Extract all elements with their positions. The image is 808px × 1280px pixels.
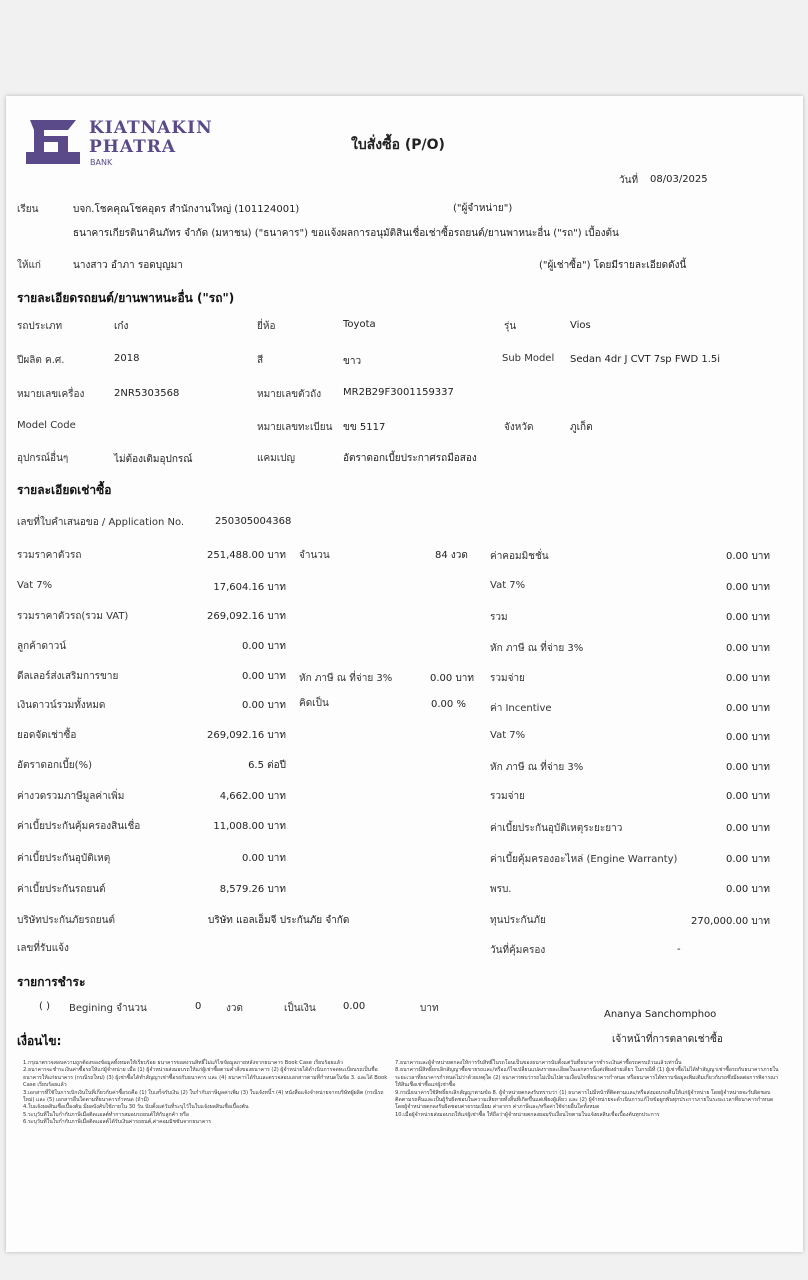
to-value: บจก.โชคคุณโชคอุดร สำนักงานใหญ่ (101124001) <box>73 204 300 215</box>
for-label: ให้แก่ <box>17 260 41 271</box>
car-brand-label: ยี่ห้อ <box>257 321 276 332</box>
lease-row-value: 8,579.26 บาท <box>219 884 286 895</box>
car-section-title: รายละเอียดรถยนต์/ยานพาหนะอื่น ("รถ") <box>17 291 235 305</box>
conditions-right <box>395 1060 779 1119</box>
insurer-value: บริษัท แอลเอ็มจี ประกันภัย จำกัด <box>208 915 350 926</box>
lease-row-value: 269,092.16 บาท <box>207 730 286 741</box>
installment-unit: งวด <box>226 1003 243 1014</box>
document-title: ใบสั่งซื้อ (P/O) <box>351 137 445 153</box>
fee-row-value: 0.00 บาท <box>726 732 770 743</box>
lease-row-label: รวมราคาตัวรถ <box>17 550 82 561</box>
brand-line-1: KIATNAKIN <box>89 118 213 138</box>
plate-no-value: ขข 5117 <box>343 422 386 433</box>
fee-row-label: ค่าเบี้ยคุ้มครองอะไหล่ (Engine Warranty) <box>490 854 678 865</box>
province-value: ภูเก็ต <box>570 422 593 433</box>
condition-item: 10.เมื่อผู้จำหน่ายส่งมอบรถให้แก่ผู้เช่าซื้อ ให้ถือว่าผู้จำหน่ายตกลงยอมรับเงื่อนไขตามใบแจ้งผลสินเชื่อเบื้องต้นทุกประการ <box>395 1111 660 1118</box>
car-type-label: รถประเภท <box>17 321 63 332</box>
fee-row-value: 0.00 บาท <box>726 673 770 684</box>
condition-item: 5.ระบุวันที่ในใบกำกับภาษีเมื่อติดแอลต์ทำการสมอบรถยนต์ให้กับลูกค้า หรือ <box>23 1111 189 1118</box>
purchase-order-document <box>6 96 803 1252</box>
fee-row-value: 0.00 บาท <box>726 854 770 865</box>
fee-row-label: หัก ภาษี ณ ที่จ่าย 3% <box>490 643 584 654</box>
sum-insured-value: 270,000.00 บาท <box>691 916 770 927</box>
engine-no-label: หมายเลขเครื่อง <box>17 389 85 400</box>
fee-row-label: ค่า Incentive <box>490 703 552 714</box>
dealer-wht-label: หัก ภาษี ณ ที่จ่าย 3% <box>299 673 393 684</box>
payment-checkbox: ( ) <box>39 1001 50 1012</box>
payment-section-title: รายการชำระ <box>17 975 86 989</box>
campaign-label: แคมเปญ <box>257 453 296 464</box>
model-code-label: Model Code <box>17 420 76 431</box>
chassis-no-value: MR2B29F3001159337 <box>343 387 454 398</box>
accessory-label: อุปกรณ์อื่นๆ <box>17 453 69 464</box>
kiatnakin-logo-icon <box>24 116 82 168</box>
amount-value: 0.00 <box>343 1001 366 1012</box>
lease-row-value: 0.00 บาท <box>242 641 286 652</box>
begin-label: Begining จำนวน <box>69 1003 147 1014</box>
conditions-left <box>23 1060 389 1127</box>
term-label: จำนวน <box>299 550 330 561</box>
condition-item: 1.กรุณาตรวจสอบความถูกต้องของข้อมูลทั้งหมดให้เรียบร้อย ธนาคารขอสงวนสิทธิ์ไม่แก้ไขข้อมูลภายหลังจากธนาคาร Book Case เรียบร้อยแล้ว <box>23 1060 343 1066</box>
coverage-date-value: - <box>677 944 681 955</box>
down-percent-label: คิดเป็น <box>299 698 329 709</box>
fee-row-value: 0.00 บาท <box>726 612 770 623</box>
to-label: เรียน <box>17 204 39 215</box>
fee-row-value: 0.00 บาท <box>726 582 770 593</box>
lease-row-label: ค่าเบี้ยประกันอุบัติเหตุ <box>17 853 111 864</box>
fee-row-label: รวมจ่าย <box>490 791 525 802</box>
accessory-value: ไม่ต้องเติมอุปกรณ์ <box>114 454 193 465</box>
for-value: นางสาว อำภา รอดบุญมา <box>73 260 183 271</box>
lease-row-label: ลูกค้าดาวน์ <box>17 641 67 652</box>
date-value: 08/03/2025 <box>650 174 708 185</box>
fee-row-value: 0.00 บาท <box>726 884 770 895</box>
car-color-value: ขาว <box>343 356 362 367</box>
lease-row-label: ค่าเบี้ยประกันคุ้มครองสินเชื่อ <box>17 821 141 832</box>
lease-row-value: 6.5 ต่อปี <box>248 760 286 771</box>
lease-row-value: 17,604.16 บาท <box>213 582 286 593</box>
engine-no-value: 2NR5303568 <box>114 388 180 399</box>
lease-row-value: 11,008.00 บาท <box>213 821 286 832</box>
fee-row-value: 0.00 บาท <box>726 791 770 802</box>
condition-item: 2.ธนาคารจะชำระเงินค่าซื้อรถให้แก่ผู้จำหน่าย เมื่อ (1) ผู้จำหน่ายส่งมอบรถให้แก่ผู้เช่าซื้อตามคำสั่งของธนาคาร (2) ผู้จำหน่ายได้ดำเนินการจดทะเบียนรถเป็นชื่อธนาคารให้แก่ธนาคาร (กรณีรถใหม่) (3) ผู้เช่าซื้อได้ทำสัญญาเช่าซื้อรถกับธนาคาร และ (4) ธนาคารได้รับและตรวจสอบเอกสารตามที่กำหนดในข้อ 3. และได้ Book Case เรียบร้อยแล้ว <box>23 1067 388 1089</box>
fee-row-label: ค่าเบี้ยประกันอุบัติเหตุระยะยาว <box>490 823 623 834</box>
lease-row-label: ยอดจัดเช่าซื้อ <box>17 730 77 741</box>
lease-row-value: 251,488.00 บาท <box>207 550 286 561</box>
car-model-value: Vios <box>570 320 591 331</box>
plate-no-label: หมายเลขทะเบียน <box>257 422 333 433</box>
fee-row-value: 0.00 บาท <box>726 703 770 714</box>
brand-line-2: PHATRA <box>89 137 177 157</box>
lease-row-label: ดีลเลอร์ส่งเสริมการขาย <box>17 671 119 682</box>
car-year-value: 2018 <box>114 353 140 364</box>
fee-row-label: พรบ. <box>490 884 512 895</box>
fee-row-label: หัก ภาษี ณ ที่จ่าย 3% <box>490 762 584 773</box>
fee-row-label: ค่าคอมมิชชั่น <box>490 551 549 562</box>
condition-item: 4.ใบแจ้งผลสินเชื่อเบื้องต้น มีผลบังคับใช้ภายใน 30 วัน นับตั้งแต่วันที่ระบุไว้ในใบแจ้งผลสินเชื่อเบื้องต้น <box>23 1104 249 1111</box>
officer-title: เจ้าหน้าที่การตลาดเช่าซื้อ <box>612 1034 723 1045</box>
fee-row-value: 0.00 บาท <box>726 643 770 654</box>
amount-currency: บาท <box>420 1003 439 1014</box>
lease-row-label: Vat 7% <box>17 580 53 591</box>
approval-notice: ธนาคารเกียรตินาคินภัทร จำกัด (มหาชน) ("ธนาคาร") ขอแจ้งผลการอนุมัติสินเชื่อเช่าซื้อรถยนต์/ยานพาหนะอื่น ("รถ") เบื้องต้น <box>73 228 619 239</box>
car-color-label: สี <box>257 355 264 366</box>
dealer-wht-value: 0.00 บาท <box>430 673 474 684</box>
province-label: จังหวัด <box>504 422 534 433</box>
lease-row-label: รวมราคาตัวรถ(รวม VAT) <box>17 611 129 622</box>
car-submodel-label: Sub Model <box>502 353 555 364</box>
car-year-label: ปีผลิต ค.ศ. <box>17 355 65 366</box>
amount-label: เป็นเงิน <box>284 1003 316 1014</box>
fee-row-value: 0.00 บาท <box>726 762 770 773</box>
condition-item: 9.กรณีธนาคารใช้สิทธิ์ยกเลิกสัญญาตามข้อ 8. ผู้จำหน่ายตกลงรับทราบว่า (1) ธนาคารไม่มีหน้าที่ติดตามและ/หรือส่งมอบรถคืนให้แก่ผู้จำหน่าย โดยผู้จำหน่ายจะรับผิดชอบติดตามรถคืนและเป็นผู้รับผิดชอบในความเสียหายทั้งสิ้นที่เกิดขึ้นแต่เพียงผู้เดียว และ (2) ผู้จำหน่ายจะดำเนินการแก้ไขข้อผูกพันทุกประการภายในระยะเวลาที่ธนาคารกำหนด โดยผู้จำหน่ายตกลงรับผิดชอบค่าธรรมเนียม ค่าอากร ค่าภาษีและ/หรือค่าใช้จ่ายอื่นใดทั้งหมด <box>395 1089 774 1111</box>
fee-row-label: Vat 7% <box>490 730 526 741</box>
sum-insured-label: ทุนประกันภัย <box>490 915 546 926</box>
condition-item: 3.เอกสารที่ใช้ในการเบิกเงินในที่เกี่ยวกับค่าซื้อรถคือ (1) ใบเสร็จรับเงิน (2) ใบกำกับภาษีมูลค่าเพิ่ม (3) ใบแจ้งหนี้ฯ (4) หนังสือแจ้งจำหน่ายจากบริษัทผู้ผลิต (กรณีรถใหม่) และ (5) เอกสารอื่นใดตามที่ธนาคารกำหนด (ถ้ามี) <box>23 1089 384 1104</box>
lease-row-value: 269,092.16 บาท <box>207 611 286 622</box>
chassis-no-label: หมายเลขตัวถัง <box>257 389 322 400</box>
lease-row-value: 4,662.00 บาท <box>219 791 286 802</box>
car-model-label: รุ่น <box>504 321 517 332</box>
fee-row-value: 0.00 บาท <box>726 551 770 562</box>
fee-row-label: Vat 7% <box>490 580 526 591</box>
lease-row-value: 0.00 บาท <box>242 671 286 682</box>
campaign-value: อัตราดอกเบี้ยประกาศรถมือสอง <box>343 453 477 464</box>
car-brand-value: Toyota <box>343 319 376 330</box>
insurer-label: บริษัทประกันภัยรถยนต์ <box>17 915 115 926</box>
application-no-value: 250305004368 <box>215 516 292 527</box>
application-no-label: เลขที่ใบคำเสนอขอ / Application No. <box>17 517 185 528</box>
fee-row-label: รวม <box>490 612 508 623</box>
lease-section-title: รายละเอียดเช่าซื้อ <box>17 483 112 497</box>
down-percent-value: 0.00 % <box>431 699 466 710</box>
fee-row-label: รวมจ่าย <box>490 673 525 684</box>
lease-row-label: เงินดาวน์รวมทั้งหมด <box>17 700 106 711</box>
fee-row-value: 0.00 บาท <box>726 823 770 834</box>
term-value: 84 งวด <box>435 550 468 561</box>
condition-item: 8.ธนาคารมีสิทธิ์ยกเลิกสัญญาซื้อขายรถและ/หรือแก้ไขเปลี่ยนแปลงรายละเอียดในเอกสารนี้แต่เพียงฝ่ายเดียว ในกรณีที่ (1) ผู้เช่าซื้อไม่ได้ทำสัญญาเช่าซื้อรถกับธนาคารภายในระยะเวลาที่ธนาคารกำหนดไม่ว่าด้วยเหตุใด (2) ธนาคารพบว่ารถไม่เป็นไปตามเงื่อนไขที่ธนาคารกำหนด หรือธนาคารได้ทราบข้อมูลเพิ่มเติมเกี่ยวกับรถซึ่งมีผลต่อการพิจารณาให้สินเชื่อเช่าซื้อแก่ผู้เช่าซื้อ <box>395 1067 779 1089</box>
lease-row-value: 0.00 บาท <box>242 853 286 864</box>
car-type-value: เก๋ง <box>114 321 129 332</box>
brand-line-3: BANK <box>90 158 113 167</box>
condition-item: 7.ธนาคารและผู้จำหน่ายตกลงให้การรับสิทธิ์ในรถโอนเป็นของธนาคารนับตั้งแต่วันที่ธนาคารชำระเงินค่าซื้อรถครบถ้วนแล้วเท่านั้น <box>395 1060 682 1066</box>
begin-count: 0 <box>195 1001 202 1012</box>
date-label: วันที่ <box>619 175 639 186</box>
for-role: ("ผู้เช่าซื้อ") โดยมีรายละเอียดดังนี้ <box>539 260 687 271</box>
officer-name: Ananya Sanchomphoo <box>604 1009 717 1020</box>
conditions-title: เงื่อนไข: <box>17 1034 62 1048</box>
car-submodel-value: Sedan 4dr J CVT 7sp FWD 1.5i <box>570 354 721 365</box>
lease-row-label: อัตราดอกเบี้ย(%) <box>17 760 92 771</box>
condition-item: 6.ระบุวันที่ในใบกำกับภาษีเมื่อติดแอลต์ได้รับเงินค่ารถยนต์,ค่าคอมมิชชันจากธนาคาร <box>23 1119 211 1126</box>
notify-no-label: เลขที่รับแจ้ง <box>17 943 69 954</box>
lease-row-label: ค่างวดรวมภาษีมูลค่าเพิ่ม <box>17 791 125 802</box>
to-role: ("ผู้จำหน่าย") <box>453 203 513 214</box>
lease-row-value: 0.00 บาท <box>242 700 286 711</box>
coverage-date-label: วันที่คุ้มครอง <box>490 945 546 956</box>
lease-row-label: ค่าเบี้ยประกันรถยนต์ <box>17 884 106 895</box>
